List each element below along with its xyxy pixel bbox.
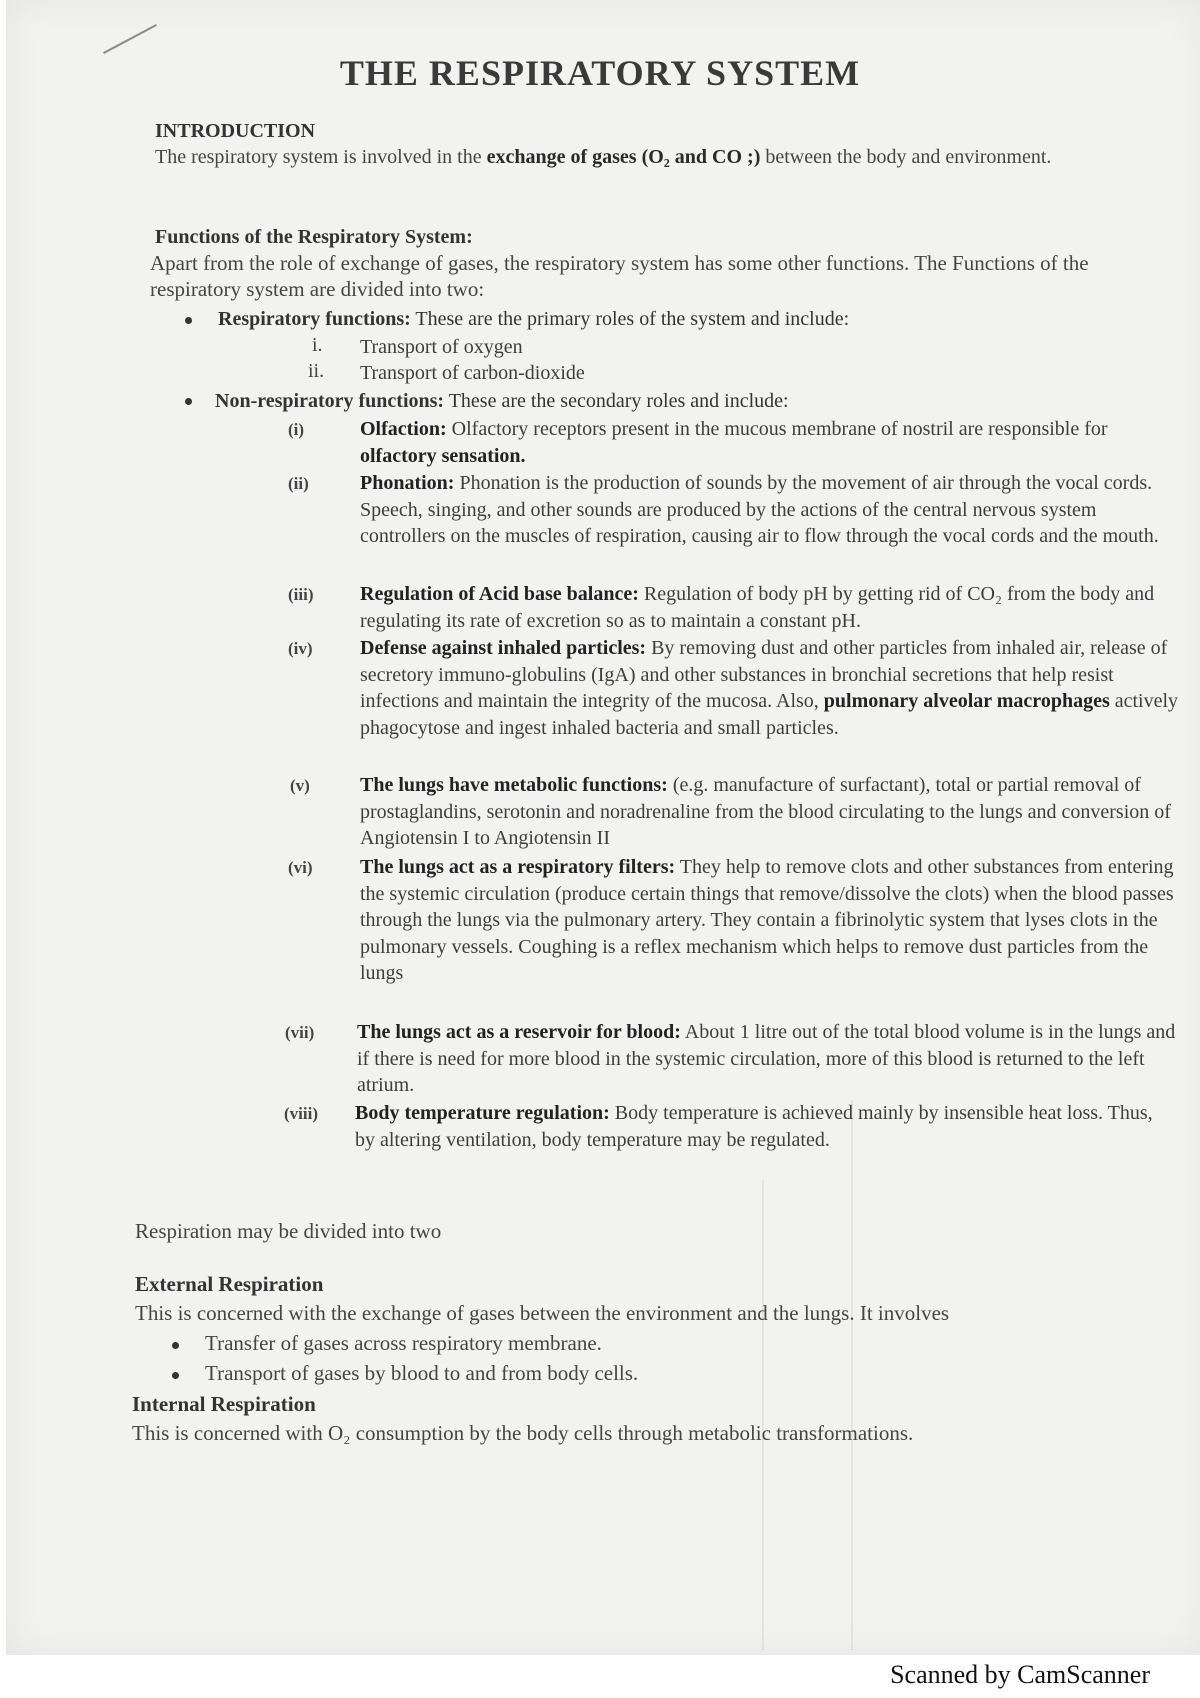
list-number: ii. [308, 360, 325, 382]
internal-respiration-text: This is concerned with O₂ consumption by the body cells through metabolic transformations. [132, 1421, 914, 1445]
page-title: THE RESPIRATORY SYSTEM [339, 53, 861, 93]
list-item-filters: The lungs act as a respiratory filters: They help to remove clots and other substances from entering the systemic circulation (produce certain things that remove/dissolve the clots) when the blood passes through the lungs via the pulmonary artery. They contain a fibrinolytic system that lyses clots in the pulmonary vessels. Coughing is a reflex mechanism which helps to remove dust particles from the lungs [360, 856, 1174, 984]
bullet-dot [185, 317, 192, 324]
list-number: (v) [290, 776, 310, 795]
list-number: (i) [288, 420, 305, 439]
functions-paragraph: Apart from the role of exchange of gases, the respiratory system has some other functions. The Functions of the respiratory system are divided into two: [150, 251, 1089, 301]
list-item-phonation: Phonation: Phonation is the production of sounds by the movement of air through the vocal cords. Speech, singing, and other sounds are produced by the actions of the central nervous system controllers on the muscles of respiration, causing air to flow through the vocal cords and the mouth. [360, 472, 1159, 547]
bullet-dot [172, 1372, 179, 1379]
list-item: Transport of oxygen [360, 336, 523, 358]
external-respiration-heading: External Respiration [135, 1272, 324, 1296]
respiration-intro: Respiration may be divided into two [135, 1219, 442, 1243]
list-item: Transport of carbon-dioxide [360, 362, 585, 384]
bullet-dot [185, 398, 192, 405]
page-fold-line [851, 1100, 853, 1650]
functions-heading: Functions of the Respiratory System: [155, 226, 473, 248]
list-item-temperature: Body temperature regulation: Body temperature is achieved mainly by insensible heat loss. Thus, by altering ventilation, body temperature may be regulated. [355, 1102, 1153, 1151]
intro-paragraph: The respiratory system is involved in the exchange of gases (O₂ and CO ;) between the body and environment. [155, 146, 1052, 168]
list-number: (vii) [285, 1023, 315, 1042]
list-number: (ii) [288, 474, 309, 493]
respiratory-functions: Respiratory functions: These are the primary roles of the system and include: [218, 308, 850, 330]
list-item-reservoir: The lungs act as a reservoir for blood: About 1 litre out of the total blood volume is in the lungs and if there is need for more blood in the systemic circulation, more of this blood is returned to the left atrium. [357, 1021, 1176, 1096]
external-bullet: Transfer of gases across respiratory membrane. [205, 1331, 602, 1355]
list-item-olfaction: Olfaction: Olfactory receptors present in the mucous membrane of nostril are responsible for olfactory sensation. [360, 418, 1108, 467]
list-item-metabolic: The lungs have metabolic functions: (e.g. manufacture of surfactant), total or partial removal of prostaglandins, serotonin and noradrenaline from the blood circulating to the lungs and conversion of Angiotensin I to Angiotensin II [360, 774, 1171, 849]
list-number: (iii) [288, 585, 314, 604]
page-fold-line [762, 1180, 764, 1650]
internal-respiration-heading: Internal Respiration [132, 1392, 316, 1416]
scanner-watermark: Scanned by CamScanner [890, 1660, 1150, 1689]
bullet-dot [172, 1342, 179, 1349]
external-bullet: Transport of gases by blood to and from body cells. [205, 1361, 639, 1385]
list-number: i. [312, 334, 323, 356]
list-item-defense: Defense against inhaled particles: By removing dust and other particles from inhaled air, release of secretory immuno-globulins (IgA) and other substances in bronchial secretions that help resist infections and maintain the integrity of the mucosa. Also, pulmonary alveolar macrophages actively phagocytose and ingest inhaled bacteria and small particles. [360, 637, 1179, 739]
external-respiration-text: This is concerned with the exchange of gases between the environment and the lungs. It involves [135, 1301, 950, 1325]
list-number: (vi) [288, 858, 313, 877]
list-number: (viii) [284, 1104, 318, 1123]
non-respiratory-functions: Non-respiratory functions: These are the secondary roles and include: [215, 390, 789, 412]
list-number: (iv) [288, 639, 313, 658]
intro-heading: INTRODUCTION [155, 120, 316, 142]
list-item-acid-base: Regulation of Acid base balance: Regulation of body pH by getting rid of CO₂ from the body and regulating its rate of excretion so as to maintain a constant pH. [360, 583, 1155, 632]
